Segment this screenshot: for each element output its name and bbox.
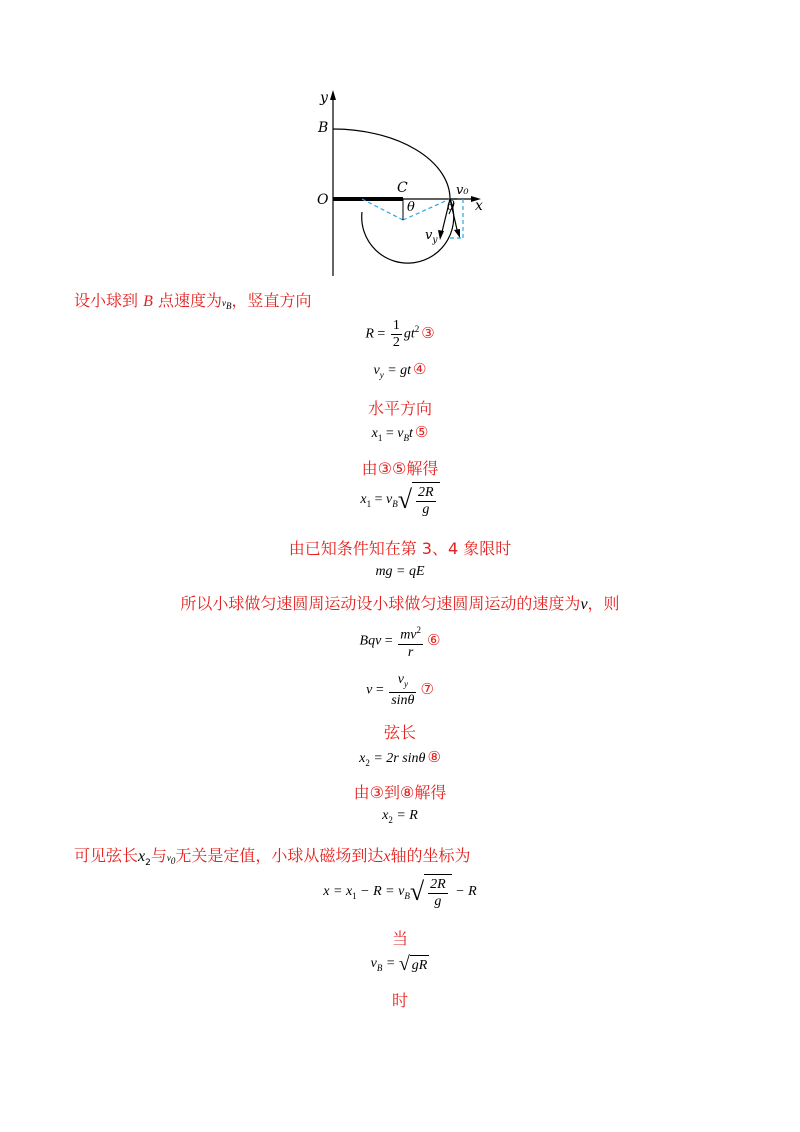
point-b-label: B bbox=[318, 120, 329, 136]
equation-vb: $v_B$ = √ gR bbox=[370, 953, 428, 975]
trajectory-diagram bbox=[305, 88, 505, 280]
equation-8: $x_2 = 2r$ sinθ ⑧ bbox=[359, 748, 441, 768]
equation-4: $v_y$ = gt ④ bbox=[373, 360, 427, 380]
at-label: 时 bbox=[391, 991, 408, 1010]
visible-conclusion: 可见弦长$x_2$与$v_0$无关是定值，小球从磁场到达x轴的坐标为 bbox=[74, 846, 471, 869]
vy-label: $v_y$ bbox=[425, 228, 438, 246]
solve-35: 由③⑤解得 bbox=[361, 459, 439, 478]
equation-6: Bqv = $\frac{mv^2}{r}$ ⑥ bbox=[0, 622, 800, 661]
v0-label: v₀ bbox=[456, 183, 469, 198]
point-c-label: C bbox=[397, 180, 408, 196]
y-axis-label: y bbox=[320, 90, 328, 106]
solve-38: 由③到⑧解得 bbox=[353, 783, 447, 802]
when-label: 当 bbox=[391, 929, 408, 948]
text-line-1: 设小球到 B 点速度为$v_B$，竖直方向 bbox=[74, 291, 312, 311]
equation-5: $x_1 = v_Bt$ ⑤ bbox=[371, 423, 429, 443]
chord-heading: 弦长 bbox=[383, 723, 416, 742]
equation-x: $x = x_1 - R = v_B√$ $\frac{2R}{g}$ − R bbox=[0, 874, 800, 910]
equation-x1: $x_1 = v_B√$ $\frac{2R}{g}$ bbox=[0, 482, 800, 518]
origin-label: O bbox=[317, 192, 329, 208]
equation-mg-qe: mg = qE bbox=[375, 564, 425, 579]
horizontal-heading: 水平方向 bbox=[367, 399, 432, 418]
uniform-motion-text: 所以小球做匀速圆周运动设小球做匀速圆周运动的速度为v，则 bbox=[180, 594, 620, 613]
x-axis-label: x bbox=[475, 198, 483, 214]
known-conditions: 由已知条件知在第 3、4 象限时 bbox=[288, 539, 512, 558]
equation-7: v = $\frac{v_y}{\sin\theta}$ ⑦ bbox=[366, 672, 434, 708]
equation-3: R = $\frac{1}{2}$ $gt^2$ ③ bbox=[365, 318, 435, 350]
theta-right-label: θ bbox=[447, 199, 455, 214]
theta-left-label: θ bbox=[407, 200, 415, 215]
equation-x2: $x_2 = R$ bbox=[382, 808, 418, 825]
